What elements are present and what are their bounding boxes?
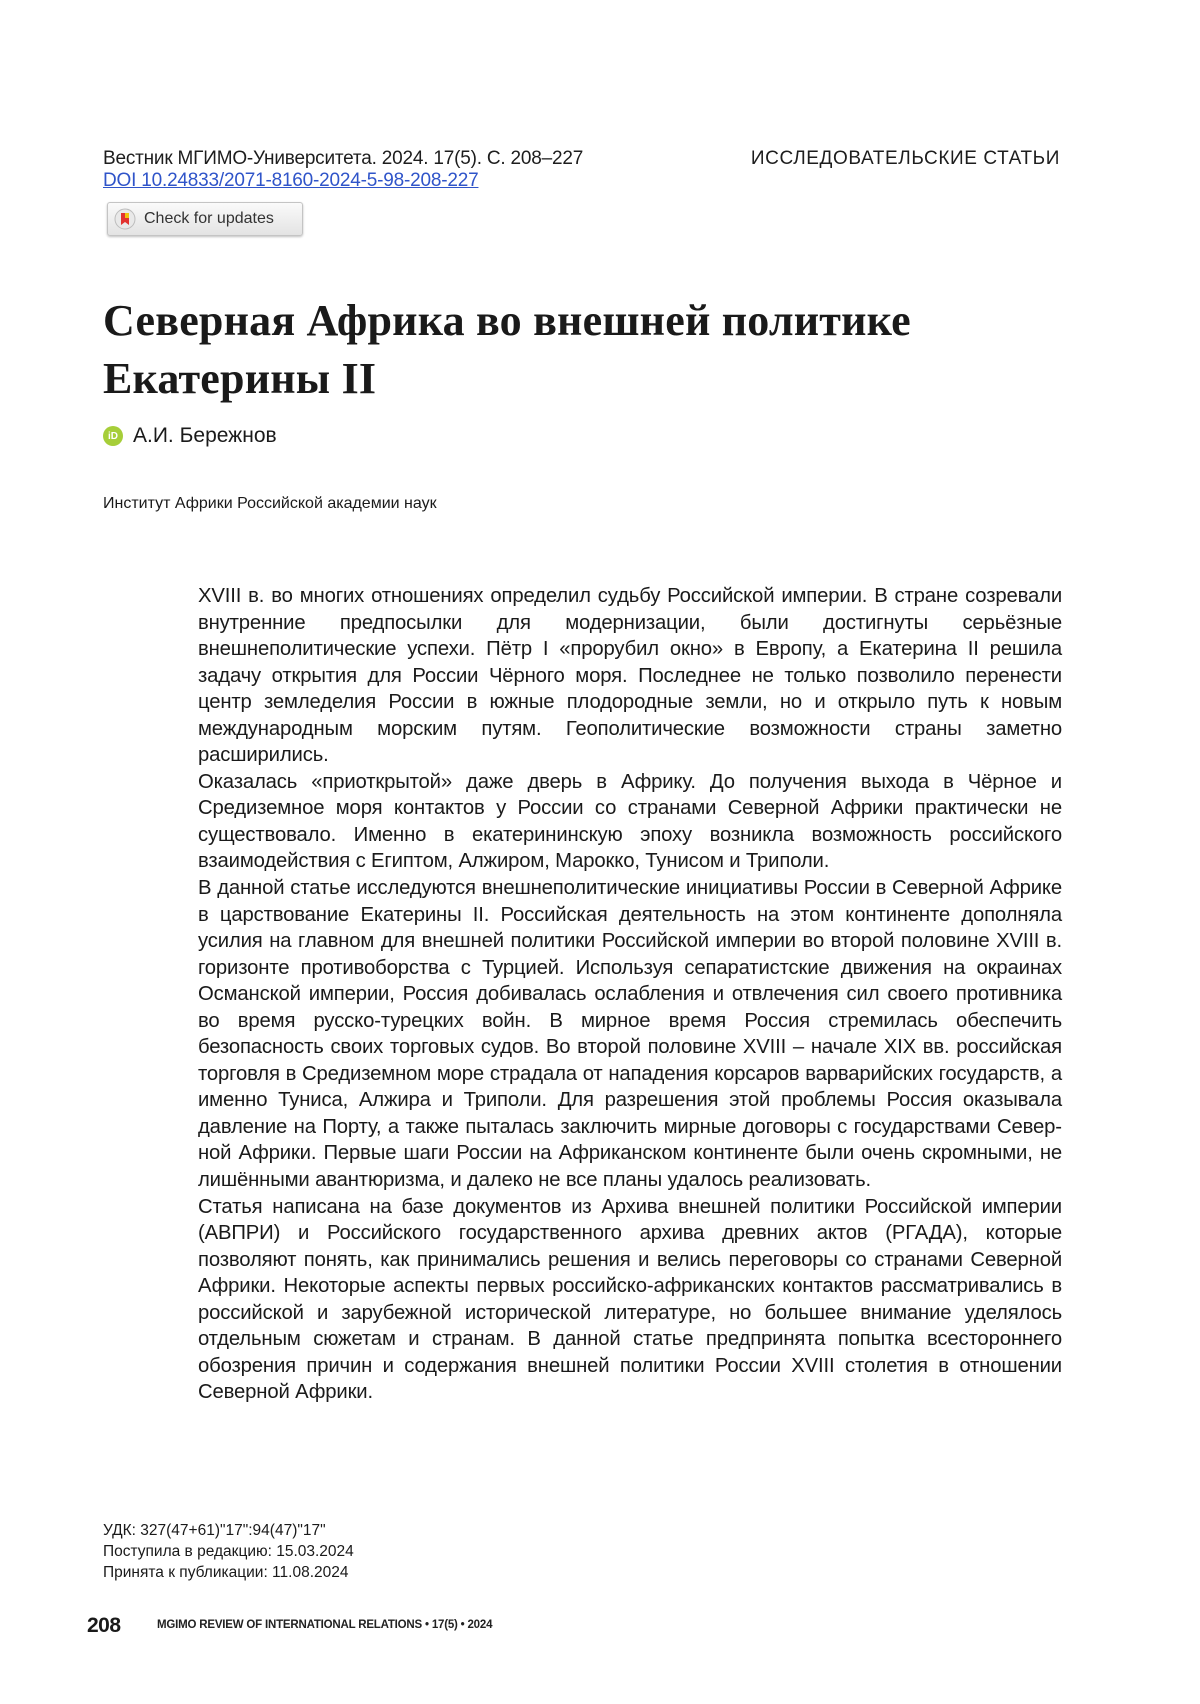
abstract-paragraph: В данной статье исследуются внешнеполитические инициативы России в Север­ной Африке в царствование Екатерины II. Российская деятельность на этом кон­тиненте дополняла усилия на главном для внешней политики Российской импе­рии во второй половине XVIII в. горизонте противоборства с Турцией. Используя сепаратистские движения на окраинах Османской империи, Россия добивалась ослабления и отвлечения сил своего противника во время русско-турецких войн. В мирное время Россия стремилась обеспечить безопасность своих торговых су­дов. Во второй половине XVIII – начале XIX вв. российская торговля в Средиземном море страдала от нападения корсаров варварийских государств, а именно Туниса, Алжира и Триполи. Для разрешения этой проблемы Россия оказывала давление на Порту, а также пыталась заключить мирные договоры с государствами Север­ной Африки. Первые шаги России на Африканском континенте были очень скром­ными, не лишёнными авантюризма, и далеко не все планы удалось реализовать. xyxy=(198,875,1062,1194)
author-name: А.И. Бережнов xyxy=(133,424,277,448)
abstract xyxy=(198,583,1062,1406)
abstract-paragraph: Оказалась «приоткрытой» даже дверь в Африку. До получения выхода в Чёрное и Средиземное моря контактов у России со странами Северной Африки практи­чески не существовало. Именно в екатерининскую эпоху возникла возможность российского взаимодействия с Египтом, Алжиром, Марокко, Тунисом и Триполи. xyxy=(198,769,1062,875)
title-line: Екатерины II xyxy=(103,350,1063,408)
author-affiliation: Институт Африки Российской академии наук xyxy=(103,495,437,513)
journal-citation: Вестник МГИМО-Университета. 2024. 17(5). С. 208–227 xyxy=(103,148,583,170)
udk: УДК: 327(47+61)"17":94(47)"17" xyxy=(103,1520,354,1541)
crossmark-icon xyxy=(114,208,136,230)
page-number: 208 xyxy=(87,1614,121,1638)
check-for-updates-button[interactable] xyxy=(107,202,303,236)
author-row xyxy=(103,424,277,448)
orcid-icon[interactable]: iD xyxy=(103,426,123,446)
article-title xyxy=(103,292,1063,408)
doi-link[interactable]: DOI 10.24833/2071-8160-2024-5-98-208-227 xyxy=(103,170,478,192)
abstract-paragraph: XVIII в. во многих отношениях определил судьбу Российской империи. В стране созревали внутренние предпосылки для модернизации, были достигнуты серьёз­ные внешнеполитические успехи. Пётр I «прорубил окно» в Европу, а Екатерина II решила задачу открытия для России Чёрного моря. Последнее не только позволи­ло перенести центр земледелия России в южные плодородные земли, но и откры­ло путь к новым международным морским путям. Геополитические возможности страны заметно расширились. xyxy=(198,583,1062,769)
footer-journal: MGIMO REVIEW OF INTERNATIONAL RELATIONS • 17(5) • 2024 xyxy=(157,1619,492,1631)
section-label: ИССЛЕДОВАТЕЛЬСКИЕ СТАТЬИ xyxy=(751,148,1060,170)
check-for-updates-label: Check for updates xyxy=(144,210,274,228)
title-line: Северная Африка во внешней политике xyxy=(103,292,1063,350)
received-date: Поступила в редакцию: 15.03.2024 xyxy=(103,1541,354,1562)
abstract-paragraph: Статья написана на базе документов из Архива внешней политики Российской империи (АВПРИ) и Российского государственного архива древних актов (РГАДА), которые позволяют понять, как принимались решения и велись переговоры со странами Северной Африки. Некоторые аспекты первых российско-африканских контактов рассматривались в российской и зарубежной исторической литерату­ре, но большее внимание уделялось отдельным сюжетам и странам. В данной ста­тье предпринята попытка всестороннего обозрения причин и содержания внеш­ней политики России XVIII столетия в отношении Северной Африки. xyxy=(198,1194,1062,1406)
accepted-date: Принята к публикации: 11.08.2024 xyxy=(103,1562,354,1583)
article-meta xyxy=(103,1520,354,1583)
